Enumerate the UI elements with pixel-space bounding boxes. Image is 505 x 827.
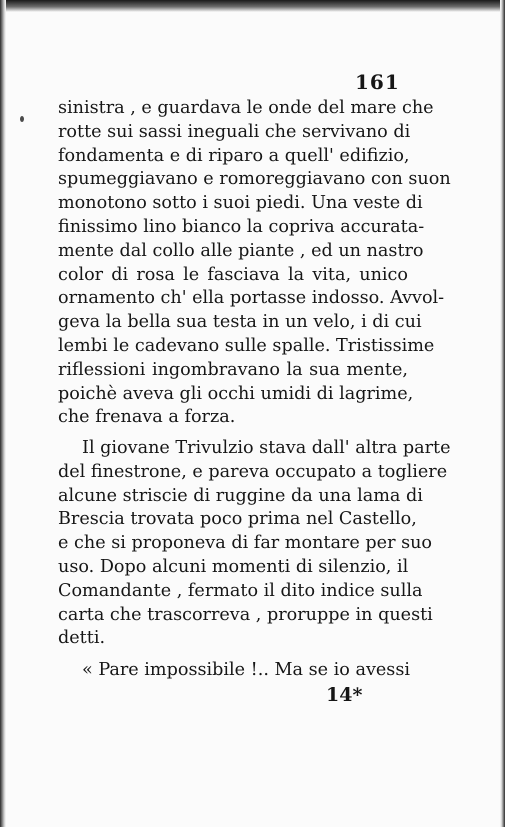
text-line: del finestrone, e pareva occupato a togliere bbox=[58, 462, 448, 482]
text-line: « Pare impossibile !.. Ma se io avessi bbox=[82, 660, 410, 680]
text-line: finissimo lino bianco la copriva accurata- bbox=[58, 217, 425, 237]
text-line: lembi le cadevano sulle spalle. Tristissime bbox=[58, 336, 435, 356]
text-line: detti. bbox=[58, 628, 106, 648]
text-line: poichè aveva gli occhi umidi di lagrime, bbox=[58, 384, 414, 404]
text-line: color di rosa le fasciava la vita, unico bbox=[58, 265, 408, 285]
text-line: carta che trascorreva , proruppe in questi bbox=[58, 605, 433, 625]
ink-speck bbox=[20, 116, 24, 122]
text-line: mente dal collo alle piante , ed un nastro bbox=[58, 241, 424, 261]
text-line: geva la bella sua testa in un velo, i di cui bbox=[58, 312, 422, 332]
text-line: alcune striscie di ruggine da una lama di bbox=[58, 486, 423, 506]
text-line: fondamenta e di riparo a quell' edifizio, bbox=[58, 146, 410, 166]
signature-mark: 14* bbox=[326, 684, 363, 706]
text-line: che frenava a forza. bbox=[58, 407, 236, 427]
text-line: sinistra , e guardava le onde del mare che bbox=[58, 98, 434, 118]
text-line: Brescia trovata poco prima nel Castello, bbox=[58, 509, 417, 529]
text-line: Comandante , fermato il dito indice sulla bbox=[58, 581, 423, 601]
page-number: 161 bbox=[355, 70, 400, 94]
text-line: riflessioni ingombravano la sua mente, bbox=[58, 360, 408, 380]
text-line: uso. Dopo alcuni momenti di silenzio, il bbox=[58, 557, 409, 577]
scan-edge-top bbox=[0, 0, 505, 12]
text-line: Il giovane Trivulzio stava dall' altra parte bbox=[82, 438, 451, 458]
scan-edge-left bbox=[0, 0, 6, 827]
text-line: spumeggiavano e romoreggiavano con suon bbox=[58, 169, 451, 189]
scan-edge-right bbox=[500, 0, 505, 827]
text-line: rotte sui sassi ineguali che servivano di bbox=[58, 122, 411, 142]
text-line: e che si proponeva di far montare per suo bbox=[58, 533, 433, 553]
text-line: ornamento ch' ella portasse indosso. Avvol- bbox=[58, 288, 445, 308]
text-line: monotono sotto i suoi piedi. Una veste di bbox=[58, 193, 423, 213]
